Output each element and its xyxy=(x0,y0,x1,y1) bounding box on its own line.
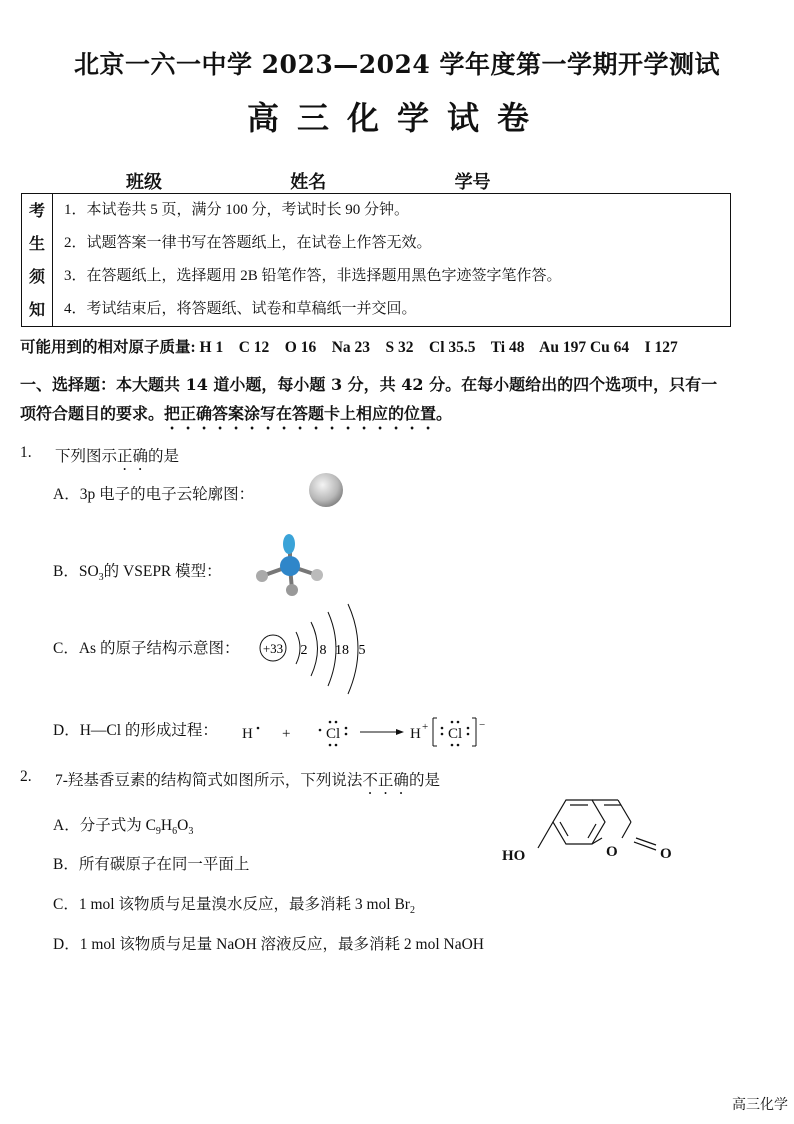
q1-option-d: D．H—Cl 的形成过程： xyxy=(53,722,218,739)
q1-option-b: B．$SO_3$的 VSEPR 模型： xyxy=(53,563,222,584)
vsepr-model-image xyxy=(250,530,330,602)
section-heading-line1: 一、选择题：本大题共 14 道小题，每小题 3 分，共 42 分。在每小题给出的四个选项中，只有一 xyxy=(20,375,718,394)
notice-box xyxy=(21,193,731,327)
plus-sign: + xyxy=(282,726,291,742)
plus-charge: + xyxy=(422,721,429,733)
name-blank[interactable] xyxy=(326,173,448,194)
page-footer: 高三化学 xyxy=(732,1098,788,1113)
shell-count: 18 xyxy=(335,643,349,658)
notice-side-char: 生 xyxy=(28,234,45,253)
shell-count: 2 xyxy=(300,643,308,658)
h-atom: H xyxy=(242,726,253,742)
hcl-formation-diagram xyxy=(236,708,506,756)
notice-item: 4．考试结束后，将答题纸、试卷和草稿纸一并交回。 xyxy=(64,301,417,317)
notice-side-char: 须 xyxy=(28,267,45,286)
notice-item: 3．在答题纸上，选择题用 2B 铅笔作答，非选择题用黑色字迹签字笔作答。 xyxy=(64,268,562,284)
q2-number: 2. xyxy=(20,768,32,785)
notice-item: 2．试题答案一律书写在答题纸上，在试卷上作答无效。 xyxy=(64,235,432,251)
carbonyl-oxygen-label: O xyxy=(660,846,672,862)
student-info xyxy=(126,168,613,194)
class-blank[interactable] xyxy=(162,173,284,194)
notice-side-char: 考 xyxy=(28,201,45,220)
notice-item: 1．本试卷共 5 页，满分 100 分，考试时长 90 分钟。 xyxy=(64,202,410,218)
h-ion: H xyxy=(410,726,421,742)
shell-count: 8 xyxy=(319,643,327,658)
q1-option-a: A．3p 电子的电子云轮廓图： xyxy=(53,486,255,503)
atomic-masses: 可能用到的相对原子质量: H 1 C 12 O 16 Na 23 S 32 Cl 35.5 Ti 48 Au 197 Cu 64 I 127 xyxy=(20,339,678,356)
cl-ion: Cl xyxy=(448,726,463,742)
class-label: 班级 xyxy=(126,172,162,193)
ho-group-label: HO xyxy=(502,848,526,864)
minus-charge: − xyxy=(479,719,486,731)
q2-option-a: A．分子式为 $C_9H_6O_3$ xyxy=(53,817,194,838)
ring-oxygen-label: O xyxy=(606,844,618,860)
id-label: 学号 xyxy=(454,172,491,193)
section-heading-line2: 项符合题目的要求。把正确答案涂写在答题卡上相应的位置。 xyxy=(20,404,453,423)
q2-stem: 7-羟基香豆素的结构简式如图所示，下列说法不正确的是 xyxy=(55,772,440,789)
nucleus-label: +33 xyxy=(262,641,284,656)
exam-subtitle: 高三化学试卷 xyxy=(246,99,547,137)
q2-option-b: B．所有碳原子在同一平面上 xyxy=(53,856,250,873)
notice-side-char: 知 xyxy=(28,300,45,319)
q1-number: 1. xyxy=(20,444,32,461)
as-atom-structure-diagram xyxy=(256,600,376,695)
q2-option-d: D．1 mol 该物质与足量 NaOH 溶液反应，最多消耗 2 mol NaOH xyxy=(53,936,484,953)
orbital-sphere-image xyxy=(306,470,346,510)
cl-atom: Cl xyxy=(326,726,341,742)
q2-option-c: C．1 mol 该物质与足量溴水反应，最多消耗 3 mol $Br_2$ xyxy=(53,896,415,917)
notice-side xyxy=(22,194,53,326)
notice-items xyxy=(64,194,562,326)
shell-count: 5 xyxy=(358,643,366,658)
name-label: 姓名 xyxy=(290,172,327,193)
id-blank[interactable] xyxy=(491,173,613,194)
q1-option-c: C．As 的原子结构示意图： xyxy=(53,640,240,657)
coumarin-structure-diagram xyxy=(498,790,688,870)
q1-stem: 下列图示正确的是 xyxy=(55,448,180,465)
exam-title: 北京一六一中学 2023—2024 学年度第一学期开学测试 xyxy=(73,50,721,79)
